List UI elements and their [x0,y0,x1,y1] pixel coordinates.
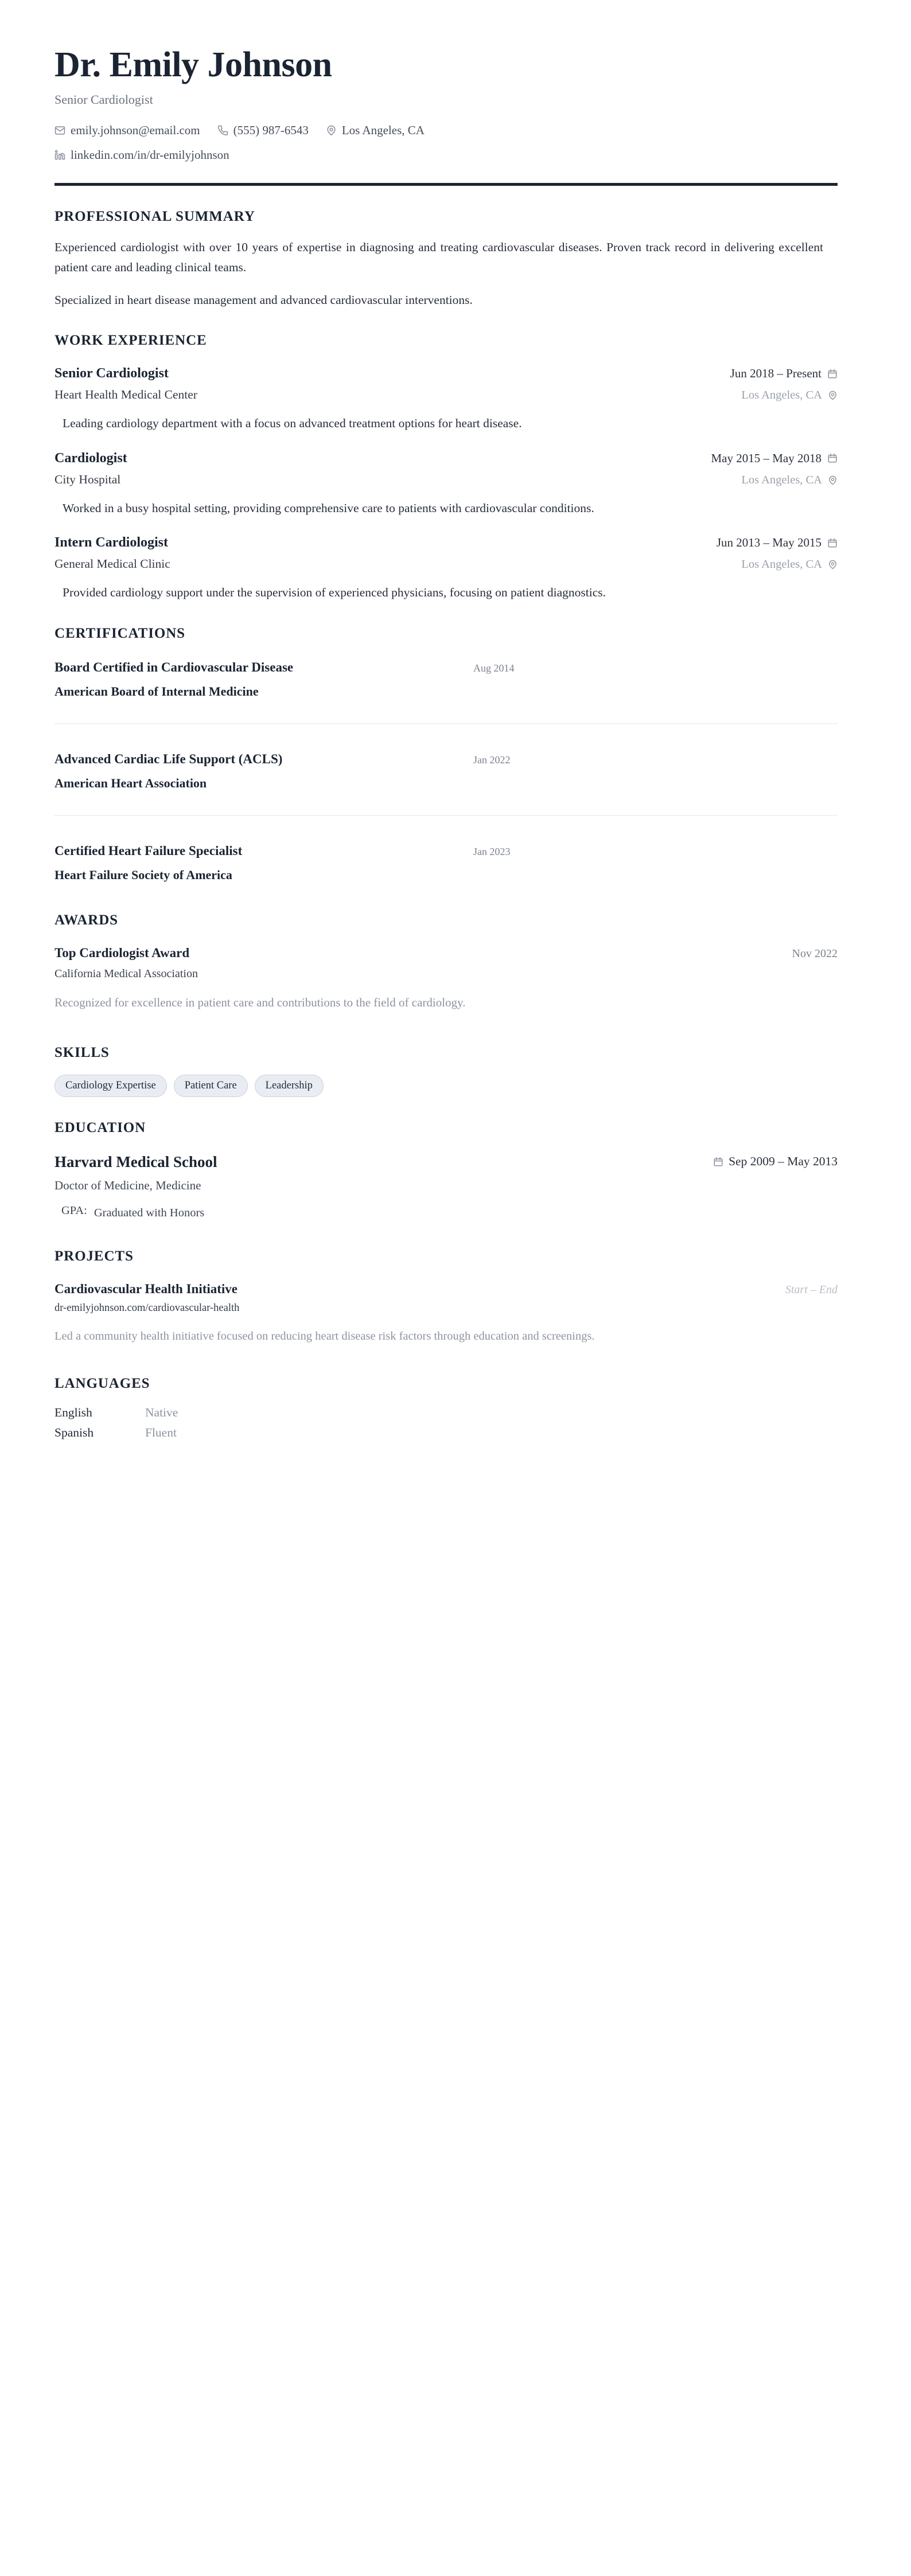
section-title-work: WORK EXPERIENCE [54,333,207,349]
certification-name: Advanced Cardiac Life Support (ACLS) [54,751,283,766]
work-entry [54,451,838,518]
project-description: Led a community health initiative focused on reducing heart disease risk factors through education and screenings. [54,1330,595,1343]
section-education [54,1120,838,1223]
work-dates-text: Jun 2013 – May 2015 [716,536,822,550]
certification-issuer: American Heart Association [54,775,207,790]
work-location [741,558,838,571]
map-pin-icon [828,391,838,400]
calendar-icon [827,453,838,463]
certification-entry [54,748,838,791]
award-date: Nov 2022 [792,947,838,960]
contact-linkedin-text: linkedin.com/in/dr-emilyjohnson [71,147,229,162]
section-skills [54,1045,838,1096]
project-dates: Start – End [785,1283,838,1297]
education-school: Harvard Medical School [54,1153,217,1170]
award-entry [54,946,838,1012]
certification-divider [54,815,838,816]
map-pin-icon [326,125,337,136]
education-dates [713,1154,838,1169]
certification-issuer: American Board of Internal Medicine [54,684,259,698]
work-title: Senior Cardiologist [54,366,169,381]
certification-date: Jan 2023 [473,845,511,857]
calendar-icon [827,538,838,548]
envelope-icon [54,125,65,136]
project-entry [54,1282,838,1345]
section-awards [54,912,838,1012]
work-entry-header [54,451,838,466]
linkedin-icon [54,150,65,161]
education-gpa-label: GPA: [61,1204,87,1217]
section-title-certifications: CERTIFICATIONS [54,625,185,641]
education-gpa [54,1204,227,1223]
phone-icon [217,125,228,136]
award-description: Recognized for excellence in patient care and contributions to the field of cardiology. [54,995,466,1009]
project-header [54,1282,838,1297]
section-projects [54,1248,838,1345]
resume-sheet [54,0,838,1962]
contact-row-primary [54,123,838,138]
education-gpa-value: Graduated with Honors [94,1206,205,1219]
education-header [54,1153,838,1171]
certification-header [54,660,838,675]
certification-name: Board Certified in Cardiovascular Disease [54,659,294,674]
map-pin-icon [828,560,838,569]
certification-header [54,752,838,767]
work-organization: City Hospital [54,472,121,486]
work-dates [711,451,838,466]
work-dates [717,536,838,550]
certification-divider [54,723,838,724]
work-title: Intern Cardiologist [54,535,168,551]
summary-paragraph: Specialized in heart disease management and advanced cardiovascular interventions. [54,292,473,307]
award-organization: California Medical Association [54,967,198,980]
work-location [741,389,838,402]
resume-header [54,0,838,186]
page-bottom-space [54,1446,838,1962]
language-level: Native [145,1405,178,1419]
work-entry-subheader [54,473,838,487]
section-certifications [54,626,838,883]
language-row [54,1426,838,1440]
work-dates-text: May 2015 – May 2018 [711,451,822,465]
work-organization: Heart Health Medical Center [54,388,197,402]
section-title-awards: AWARDS [54,912,118,928]
work-dates [730,366,838,381]
skills-list [54,1075,838,1096]
work-entry-subheader [54,557,838,571]
contact-location-text: Los Angeles, CA [341,123,425,137]
certification-issuer: Heart Failure Society of America [54,867,232,882]
work-entry [54,366,838,433]
certification-date: Aug 2014 [473,662,515,674]
section-title-languages: LANGUAGES [54,1375,150,1391]
section-work-experience [54,333,838,602]
education-degree: Doctor of Medicine, Medicine [54,1178,201,1192]
work-location [741,474,838,487]
contact-location [326,123,425,138]
work-title: Cardiologist [54,450,127,466]
calendar-icon [713,1157,723,1167]
candidate-name: Dr. Emily Johnson [54,45,332,84]
project-url[interactable]: dr-emilyjohnson.com/cardiovascular-health [54,1302,240,1314]
language-row [54,1406,838,1420]
candidate-headline: Senior Cardiologist [54,92,153,107]
project-name: Cardiovascular Health Initiative [54,1282,238,1297]
certification-entry [54,657,838,699]
work-description: Leading cardiology department with a focus on advanced treatment options for heart disease. [63,416,522,431]
work-location-text: Los Angeles, CA [741,389,822,402]
skill-pill[interactable]: Cardiology Expertise [54,1075,167,1096]
skill-pill[interactable]: Patient Care [174,1075,248,1096]
certification-name: Certified Heart Failure Specialist [54,843,243,858]
languages-list [54,1406,838,1440]
certification-date: Jan 2022 [473,754,511,766]
education-dates-text: Sep 2009 – May 2013 [729,1154,838,1168]
contact-email-text: emily.johnson@email.com [71,123,200,137]
work-location-text: Los Angeles, CA [741,473,822,486]
section-title-projects: PROJECTS [54,1248,134,1264]
section-title-education: EDUCATION [54,1119,146,1135]
work-description: Worked in a busy hospital setting, providing comprehensive care to patients with cardiovascular conditions. [63,501,594,515]
map-pin-icon [828,475,838,485]
language-name: Spanish [54,1425,94,1439]
language-name: English [54,1405,92,1419]
header-divider [54,183,838,186]
contact-row-secondary [54,148,838,162]
work-dates-text: Jun 2018 – Present [730,366,822,381]
section-languages [54,1376,838,1440]
certification-entry [54,840,838,883]
education-entry [54,1153,838,1223]
section-title-skills: SKILLS [54,1045,110,1061]
work-entry-subheader [54,388,838,402]
work-entry-header [54,535,838,551]
certification-header [54,844,838,858]
work-entry-header [54,366,838,381]
award-header [54,946,838,961]
skill-pill[interactable]: Leadership [255,1075,324,1096]
language-level: Fluent [145,1425,177,1439]
work-entry [54,535,838,602]
calendar-icon [827,369,838,379]
contact-phone-text: (555) 987-6543 [233,123,309,137]
summary-paragraph: Experienced cardiologist with over 10 years of expertise in diagnosing and treating cardiovascular diseases. Proven track record in delivering excellent patient care and leading clinical teams. [54,240,823,274]
contact-phone[interactable] [217,123,309,138]
contact-linkedin[interactable] [54,148,229,162]
section-professional-summary [54,209,838,310]
work-description: Provided cardiology support under the supervision of experienced physicians, focusing on patient diagnostics. [63,586,606,600]
award-title: Top Cardiologist Award [54,945,190,960]
work-location-text: Los Angeles, CA [741,558,822,571]
section-title-summary: PROFESSIONAL SUMMARY [54,208,255,224]
contact-email[interactable] [54,123,200,138]
work-organization: General Medical Clinic [54,557,170,571]
